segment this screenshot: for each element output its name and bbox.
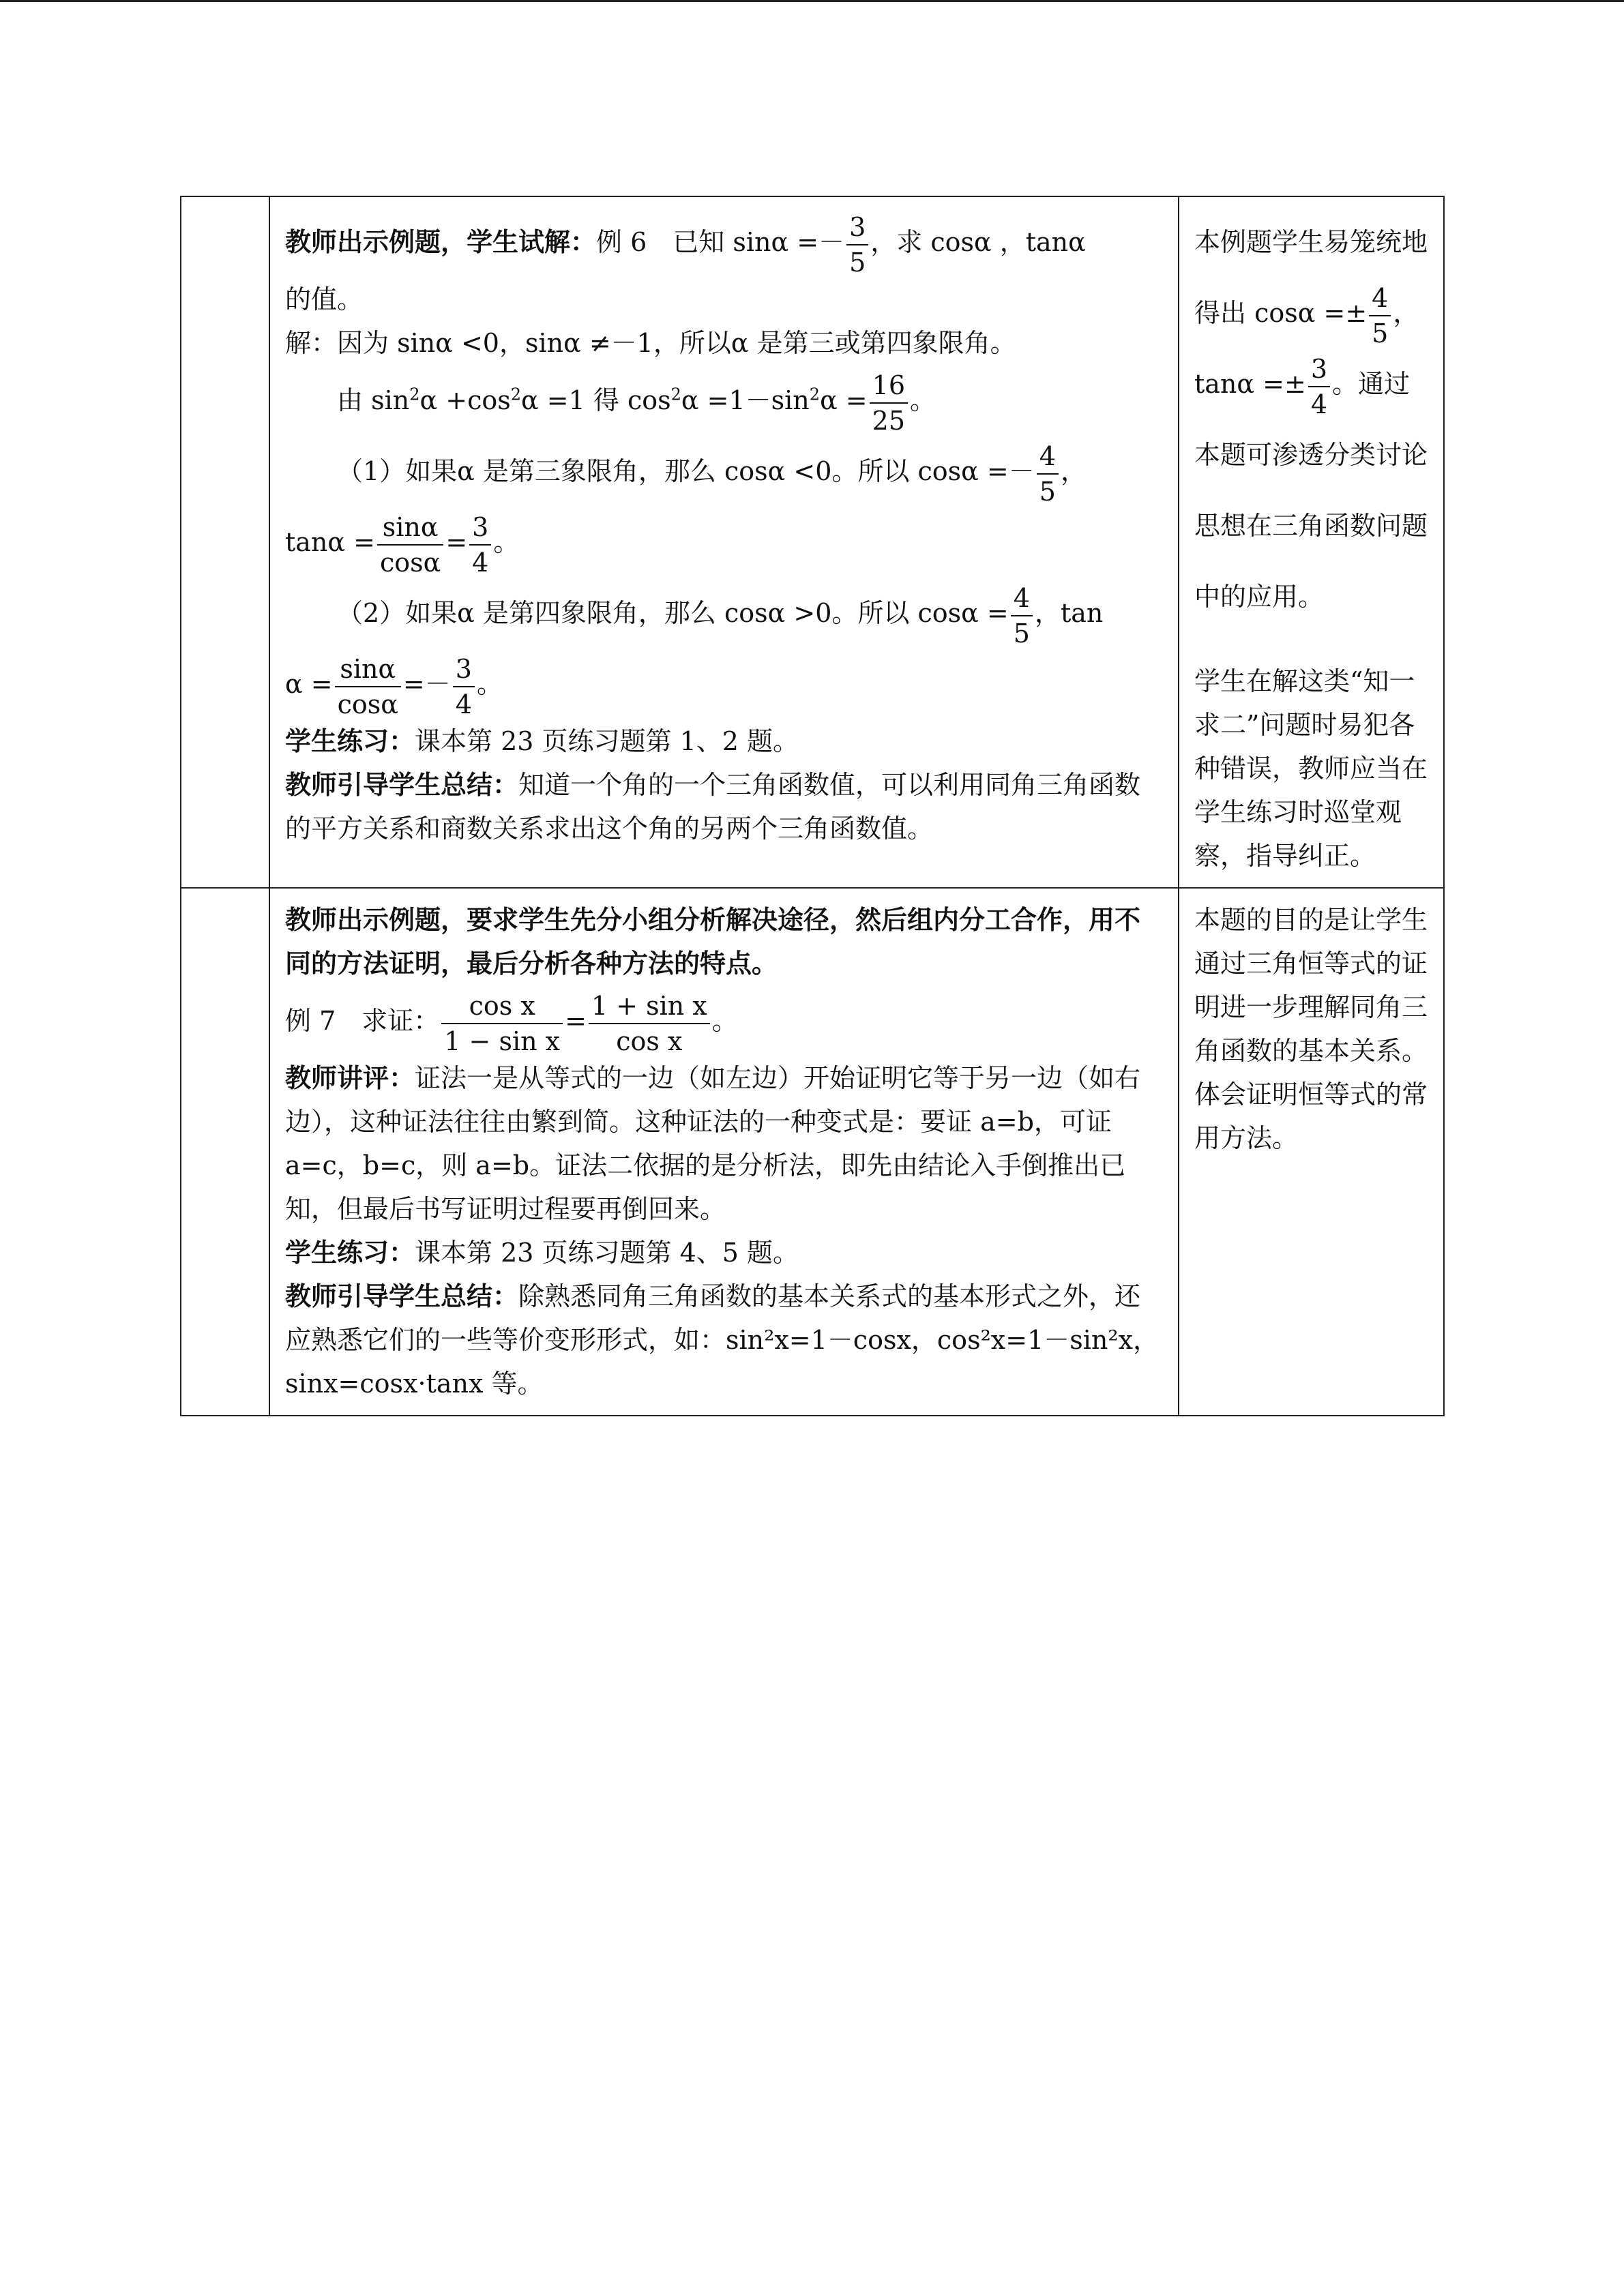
summary-label: 教师引导学生总结： bbox=[285, 1281, 519, 1311]
practice-line bbox=[285, 1231, 1163, 1274]
fraction bbox=[1369, 284, 1391, 348]
text: α =1－sin bbox=[681, 385, 810, 415]
note-text-2: 学生在解这类“知一求二”问题时易犯各种错误，教师应当在学生练习时巡堂观察，指导纠正。 bbox=[1194, 666, 1428, 871]
text: ， bbox=[1060, 456, 1087, 486]
summary-label: 教师引导学生总结： bbox=[285, 769, 519, 800]
text: （1）如果α 是第三象限角，那么 cosα <0。所以 cosα =－ bbox=[337, 456, 1035, 486]
text: 。 bbox=[711, 1006, 738, 1036]
fraction bbox=[1308, 355, 1330, 419]
text: α =1 得 cos bbox=[521, 385, 671, 415]
case-1-tan bbox=[285, 507, 1163, 578]
intro-label: 教师出示例题，要求学生先分小组分析解决途径，然后组内分工合作，用不同的方法证明，最后分析各种方法的特点。 bbox=[285, 904, 1141, 979]
review-label: 教师讲评： bbox=[285, 1062, 415, 1093]
denominator: 1 − sin x bbox=[444, 1026, 561, 1056]
numerator: 16 bbox=[870, 371, 908, 404]
fraction bbox=[469, 513, 491, 577]
denominator: 4 bbox=[472, 547, 489, 578]
text: = bbox=[565, 1006, 587, 1036]
numerator: sinα bbox=[335, 655, 401, 687]
denominator: 5 bbox=[1372, 318, 1389, 348]
text: α +cos bbox=[419, 385, 511, 415]
fraction bbox=[335, 655, 401, 719]
text: α = bbox=[285, 669, 333, 699]
text: tanα = bbox=[285, 527, 375, 557]
case-2-tan bbox=[285, 648, 1163, 719]
table-row bbox=[181, 888, 1444, 1416]
numerator: 1 + sin x bbox=[589, 992, 710, 1024]
activity-cell bbox=[269, 888, 1179, 1416]
denominator: cosα bbox=[337, 689, 398, 719]
summary-text: 除熟悉同角三角函数的基本关系式的基本形式之外，还应熟悉它们的一些等价变形形式，如：sin²x=1－cosx，cos²x=1－sin²x，sinx=cosx·tanx 等。 bbox=[285, 1281, 1160, 1399]
numerator: 3 bbox=[1308, 355, 1330, 387]
numerator: 3 bbox=[453, 655, 475, 687]
fraction bbox=[846, 213, 868, 277]
text: （2）如果α 是第四象限角，那么 cosα >0。所以 cosα = bbox=[337, 598, 1009, 628]
numerator: cos x bbox=[441, 992, 563, 1024]
text: 。 bbox=[493, 527, 520, 557]
text: 。 bbox=[476, 669, 503, 699]
solution-line-1: 解：因为 sinα <0，sinα ≠－1，所以α 是第三或第四象限角。 bbox=[285, 328, 1016, 358]
review-line bbox=[285, 1056, 1163, 1231]
denominator: 5 bbox=[1013, 618, 1030, 648]
case-1 bbox=[285, 436, 1163, 507]
fraction bbox=[589, 992, 710, 1056]
denominator: 4 bbox=[455, 689, 472, 719]
summary-line bbox=[285, 1274, 1163, 1405]
fraction bbox=[377, 513, 443, 577]
denominator: 5 bbox=[849, 247, 866, 278]
superscript: 2 bbox=[409, 385, 420, 404]
summary-text: 知道一个角的一个三角函数值，可以利用同角三角函数的平方关系和商数关系求出这个角的另两个三角函数值。 bbox=[285, 770, 1141, 844]
practice-text: 课本第 23 页练习题第 4、5 题。 bbox=[415, 1238, 799, 1268]
table-row bbox=[181, 196, 1444, 888]
practice-label: 学生练习： bbox=[285, 726, 415, 756]
ex6-suffix: ，求 cosα ，tanα bbox=[870, 227, 1086, 257]
numerator: 3 bbox=[469, 513, 491, 546]
case-2 bbox=[285, 578, 1163, 648]
note-text: 本题的目的是让学生通过三角恒等式的证明进一步理解同角三角函数的基本关系。体会证明恒等式的常用方法。 bbox=[1194, 905, 1428, 1153]
lesson-plan-table bbox=[180, 196, 1445, 1416]
example-7-statement bbox=[285, 985, 1163, 1056]
ex6-prefix: 例 6 已知 sinα =－ bbox=[596, 227, 845, 257]
text: 本例题学生易笼统地得出 cosα =± bbox=[1194, 227, 1428, 328]
text: ，tanα =± bbox=[1194, 298, 1419, 399]
superscript: 2 bbox=[809, 385, 821, 404]
top-border-line bbox=[0, 0, 1624, 2]
text: α = bbox=[820, 385, 868, 415]
review-text: 证法一是从等式的一边（如左边）开始证明它等于另一边（如右边），这种证法往往由繁到简。这种证法的一种变式是：要证 a=b，可证 a=c，b=c，则 a=b。证法二依据的是分析法，即先由结论入手倒推出已知，但最后书写证明过程要再倒回来。 bbox=[285, 1063, 1141, 1224]
text: 。 bbox=[910, 385, 936, 415]
text: ，tan bbox=[1034, 598, 1104, 628]
stage-cell bbox=[181, 196, 269, 888]
fraction bbox=[453, 655, 475, 719]
stage-cell bbox=[181, 888, 269, 1416]
practice-line bbox=[285, 719, 1163, 763]
ex6-tail: 的值。 bbox=[285, 284, 364, 314]
activity-cell bbox=[269, 196, 1179, 888]
fraction bbox=[870, 371, 908, 435]
text: 。通过本题可渗透分类讨论思想在三角函数问题中的应用。 bbox=[1194, 369, 1428, 612]
numerator: 4 bbox=[1037, 442, 1059, 475]
note-text bbox=[1194, 207, 1428, 632]
fraction bbox=[1037, 442, 1059, 506]
intro-label: 教师出示例题，学生试解： bbox=[285, 226, 597, 257]
practice-label: 学生练习： bbox=[285, 1237, 415, 1268]
summary-line bbox=[285, 763, 1163, 850]
denominator: 5 bbox=[1039, 476, 1056, 507]
denominator: cos x bbox=[616, 1026, 683, 1056]
denominator: 4 bbox=[1310, 389, 1328, 419]
numerator: 4 bbox=[1011, 584, 1033, 616]
numerator: sinα bbox=[377, 513, 443, 546]
practice-text: 课本第 23 页练习题第 1、2 题。 bbox=[415, 726, 799, 756]
solution-line-2 bbox=[285, 365, 1163, 436]
note-cell bbox=[1179, 888, 1444, 1416]
note-cell bbox=[1179, 196, 1444, 888]
text: =－ bbox=[402, 669, 451, 699]
denominator: 25 bbox=[872, 405, 906, 436]
fraction bbox=[441, 992, 563, 1056]
superscript: 2 bbox=[510, 385, 522, 404]
denominator: cosα bbox=[379, 547, 441, 578]
fraction bbox=[1011, 584, 1033, 648]
text: 由 sin bbox=[337, 385, 410, 415]
numerator: 4 bbox=[1369, 284, 1391, 316]
text: = bbox=[445, 527, 468, 557]
superscript: 2 bbox=[670, 385, 681, 404]
text: 例 7 求证： bbox=[285, 1006, 440, 1036]
example-6-statement bbox=[285, 207, 1163, 278]
numerator: 3 bbox=[846, 213, 868, 245]
